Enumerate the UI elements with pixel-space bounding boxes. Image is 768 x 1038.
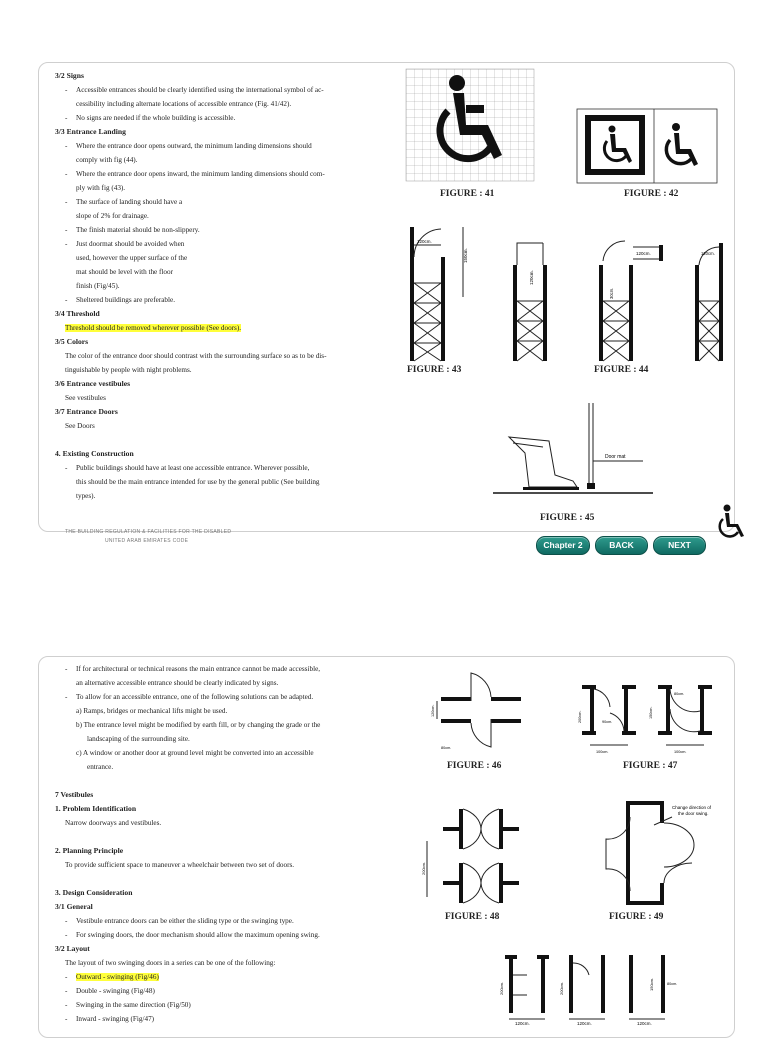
page2-line xyxy=(55,858,365,872)
line-text: entrance. xyxy=(87,763,114,771)
line-text: ply with fig (43). xyxy=(76,184,126,192)
svg-text:100cm.: 100cm. xyxy=(596,750,609,754)
line-text: 3/6 Entrance vestibules xyxy=(55,379,131,388)
bullet-dash: - xyxy=(65,1001,68,1009)
figure-48-label: FIGURE : 48 xyxy=(445,912,500,922)
page1-text xyxy=(55,69,365,503)
bullet-dash: - xyxy=(65,170,68,178)
line-text: See Doors xyxy=(65,422,95,430)
bullet-dash: - xyxy=(65,693,68,701)
line-text: 3/2 Signs xyxy=(55,71,84,80)
svg-text:120cm.: 120cm. xyxy=(577,1021,592,1026)
page2-text xyxy=(55,662,365,1026)
page1-line xyxy=(55,251,365,265)
line-text: comply with fig (44). xyxy=(76,156,138,164)
line-text: tinguishable by people with night problems. xyxy=(65,366,192,374)
figure-42-signs xyxy=(577,109,717,183)
line-text: 3/5 Colors xyxy=(55,337,89,346)
svg-text:120cm.: 120cm. xyxy=(636,251,651,256)
page2-line xyxy=(55,760,365,774)
bullet-dash: - xyxy=(65,464,68,472)
svg-text:120cm.: 120cm. xyxy=(529,270,534,285)
page1-line xyxy=(55,293,365,307)
page1-line xyxy=(55,167,365,181)
page1-line xyxy=(55,279,365,293)
page1-line xyxy=(55,349,365,363)
bullet-dash: - xyxy=(65,198,68,206)
line-text: 4. Existing Construction xyxy=(55,449,134,458)
bullet-dash: - xyxy=(65,226,68,234)
figure-48-double-swinging xyxy=(421,799,535,909)
svg-text:90cm.: 90cm. xyxy=(602,720,613,724)
line-text: Just doormat should be avoided when xyxy=(76,240,185,248)
figure-45-doormat xyxy=(493,403,653,503)
line-text: Inward - swinging (Fig/47) xyxy=(76,1015,155,1023)
page1-line xyxy=(55,461,365,475)
line-text: Double - swinging (Fig/48) xyxy=(76,987,155,995)
bullet-dash: - xyxy=(65,917,68,925)
page1-line xyxy=(55,321,365,335)
bullet-dash: - xyxy=(65,931,68,939)
line-text: 3/1 General xyxy=(55,902,93,911)
page1-line xyxy=(55,125,365,139)
line-text: 3/4 Threshold xyxy=(55,309,100,318)
page1-line xyxy=(55,111,365,125)
svg-text:150cm.: 150cm. xyxy=(649,977,654,991)
bullet-dash: - xyxy=(65,987,68,995)
page2-line xyxy=(55,816,365,830)
line-text: cessibility including alternate locations of accessible entrance (Fig. 41/42). xyxy=(76,100,292,108)
bullet-dash: - xyxy=(65,142,68,150)
svg-text:200cm.: 200cm. xyxy=(578,710,582,723)
line-text: 3. Design Consideration xyxy=(55,888,133,897)
bullet-dash: - xyxy=(65,114,68,122)
line-text: an alternative accessible entrance should be clearly indicated by signs. xyxy=(76,679,279,687)
page2-line xyxy=(55,956,365,970)
wheelchair-logo-icon xyxy=(714,504,750,540)
page2-line xyxy=(55,914,365,928)
fig45-doormat-label: Door mat xyxy=(605,454,626,460)
figure-46-outward-swinging xyxy=(431,665,531,755)
svg-text:120cm.: 120cm. xyxy=(637,1021,652,1026)
line-text: The finish material should be non-slippery. xyxy=(76,226,200,234)
line-text: To provide sufficient space to maneuver a wheelchair between two set of doors. xyxy=(65,861,295,869)
line-text: See vestibules xyxy=(65,394,106,402)
page2-line xyxy=(55,662,365,676)
svg-text:150cm.: 150cm. xyxy=(649,706,653,719)
page2-line xyxy=(55,690,365,704)
page1-line xyxy=(55,97,365,111)
svg-text:120cm.: 120cm. xyxy=(701,251,715,256)
page1-line xyxy=(55,391,365,405)
figure-44-label: FIGURE : 44 xyxy=(594,365,649,375)
page1-line xyxy=(55,475,365,489)
page1-line xyxy=(55,265,365,279)
page1-line xyxy=(55,433,365,447)
page1-footer-line2: UNITED ARAB EMIRATES CODE xyxy=(105,538,189,544)
line-text: Vestibule entrance doors can be either the sliding type or the swinging type. xyxy=(76,917,294,925)
page2-line xyxy=(55,844,365,858)
page1-line xyxy=(55,181,365,195)
page1-footer-line1: THE BUILDING REGULATION & FACILITIES FOR THE DISABLED xyxy=(65,529,232,535)
line-text: finish (Fig/45). xyxy=(76,282,120,290)
figure-43-label: FIGURE : 43 xyxy=(407,365,462,375)
page2-line xyxy=(55,928,365,942)
figure-42-label: FIGURE : 42 xyxy=(624,189,679,199)
svg-text:80cm.: 80cm. xyxy=(441,746,452,750)
line-text: Public buildings should have at least one accessible entrance. Wherever possible, xyxy=(76,464,310,472)
page1-line xyxy=(55,489,365,503)
page2-line xyxy=(55,970,365,984)
page1-line xyxy=(55,209,365,223)
fig49-note-line2: the door swing. xyxy=(678,811,709,816)
page2-line xyxy=(55,942,365,956)
figure-41-label: FIGURE : 41 xyxy=(440,189,495,199)
bullet-dash: - xyxy=(65,665,68,673)
figure-43-landing-inward xyxy=(407,223,477,363)
line-text: Where the entrance door opens inward, the minimum landing dimensions should com- xyxy=(76,170,325,178)
line-text: The layout of two swinging doors in a series can be one of the following: xyxy=(65,959,276,967)
page2-line xyxy=(55,746,365,760)
svg-text:80cm.: 80cm. xyxy=(667,982,678,986)
figure-45-label: FIGURE : 45 xyxy=(540,513,595,523)
page1-line xyxy=(55,83,365,97)
line-text: 3/7 Entrance Doors xyxy=(55,407,118,416)
line-text: Outward - swinging (Fig/46) xyxy=(76,973,159,981)
document-page-2 xyxy=(38,656,735,1038)
page1-line xyxy=(55,237,365,251)
line-text: The surface of landing should have a xyxy=(76,198,183,206)
page1-line xyxy=(55,223,365,237)
svg-text:200cm.: 200cm. xyxy=(559,981,564,995)
document-page-1 xyxy=(38,62,735,544)
line-text: To allow for an accessible entrance, one of the following solutions can be adapted. xyxy=(76,693,314,701)
line-text: The color of the entrance door should contrast with the surrounding surface so as to be dis- xyxy=(65,352,327,360)
line-text: this should be the main entrance intended for use by the general public (See building xyxy=(76,478,320,486)
page1-line xyxy=(55,405,365,419)
page1-line xyxy=(55,447,365,461)
line-text: If for architectural or technical reasons the main entrance cannot be made accessible, xyxy=(76,665,321,673)
figure-44-landing-outward xyxy=(513,241,723,363)
figure-49-change-swing xyxy=(584,797,734,912)
bullet-dash: - xyxy=(65,973,68,981)
line-text: Narrow doorways and vestibules. xyxy=(65,819,162,827)
svg-text:80cm.: 80cm. xyxy=(674,692,685,696)
page1-line xyxy=(55,195,365,209)
page2-line xyxy=(55,718,365,732)
line-text: 3/2 Layout xyxy=(55,944,90,953)
page2-line xyxy=(55,984,365,998)
page2-line xyxy=(55,886,365,900)
svg-text:200cm.: 200cm. xyxy=(421,861,426,875)
figure-50-same-direction xyxy=(497,945,697,1025)
fig43-dim-150: 150cm. xyxy=(463,248,468,263)
line-text: 2. Planning Principle xyxy=(55,846,124,855)
line-text: For swinging doors, the door mechanism should allow the maximum opening swing. xyxy=(76,931,320,939)
line-text: 1. Problem Identification xyxy=(55,804,137,813)
next-button[interactable]: NEXT xyxy=(653,536,706,555)
line-text: landscaping of the surrounding site. xyxy=(87,735,190,743)
line-text: Where the entrance door opens outward, the minimum landing dimensions should xyxy=(76,142,312,150)
svg-text:200cm.: 200cm. xyxy=(499,981,504,995)
line-text: types). xyxy=(76,492,96,500)
fig43-dim-120: 120cm. xyxy=(417,239,432,244)
figure-47-inward-swinging xyxy=(578,683,722,759)
line-text: No signs are needed if the whole building is accessible. xyxy=(76,114,236,122)
back-button[interactable]: BACK xyxy=(595,536,648,555)
page2-line xyxy=(55,802,365,816)
page2-line xyxy=(55,732,365,746)
page2-line xyxy=(55,704,365,718)
line-text: Accessible entrances should be clearly identified using the international symbol of ac- xyxy=(76,86,324,94)
page1-line xyxy=(55,363,365,377)
line-text: c) A window or another door at ground level might be converted into an accessible xyxy=(76,749,314,757)
bullet-dash: - xyxy=(65,240,68,248)
page1-line xyxy=(55,335,365,349)
page1-line xyxy=(55,153,365,167)
page2-line xyxy=(55,830,365,844)
line-text: Swinging in the same direction (Fig/50) xyxy=(76,1001,191,1009)
page1-line xyxy=(55,419,365,433)
line-text: a) Ramps, bridges or mechanical lifts might be used. xyxy=(76,707,228,715)
page1-line xyxy=(55,307,365,321)
figure-49-label: FIGURE : 49 xyxy=(609,912,664,922)
svg-text:100cm.: 100cm. xyxy=(674,750,687,754)
bullet-dash: - xyxy=(65,1015,68,1023)
page1-line xyxy=(55,139,365,153)
bullet-dash: - xyxy=(65,296,68,304)
chapter-2-button[interactable]: Chapter 2 xyxy=(536,536,590,555)
line-text: slope of 2% for drainage. xyxy=(76,212,149,220)
fig49-note-line1: Change direction of xyxy=(672,805,712,810)
page2-line xyxy=(55,872,365,886)
page2-line xyxy=(55,774,365,788)
page2-line xyxy=(55,788,365,802)
page2-line xyxy=(55,676,365,690)
line-text: Threshold should be removed wherever possible (See doors). xyxy=(65,324,242,332)
figure-47-label: FIGURE : 47 xyxy=(623,761,678,771)
line-text: 3/3 Entrance Landing xyxy=(55,127,126,136)
line-text: 7 Vestibules xyxy=(55,790,94,799)
page1-line xyxy=(55,377,365,391)
figure-46-label: FIGURE : 46 xyxy=(447,761,502,771)
line-text: used, however the upper surface of the xyxy=(76,254,188,262)
line-text: b) The entrance level might be modified by earth fill, or by changing the grade or the xyxy=(76,721,321,729)
line-text: mat should be level with the floor xyxy=(76,268,174,276)
page1-line xyxy=(55,69,365,83)
line-text: Sheltered buildings are preferable. xyxy=(76,296,175,304)
figure-41-wheelchair-grid xyxy=(406,69,534,181)
svg-text:120cm.: 120cm. xyxy=(515,1021,530,1026)
svg-text:120cm.: 120cm. xyxy=(431,704,435,717)
svg-text:30cm.: 30cm. xyxy=(609,287,614,299)
page2-line xyxy=(55,900,365,914)
bullet-dash: - xyxy=(65,86,68,94)
page2-line xyxy=(55,998,365,1012)
